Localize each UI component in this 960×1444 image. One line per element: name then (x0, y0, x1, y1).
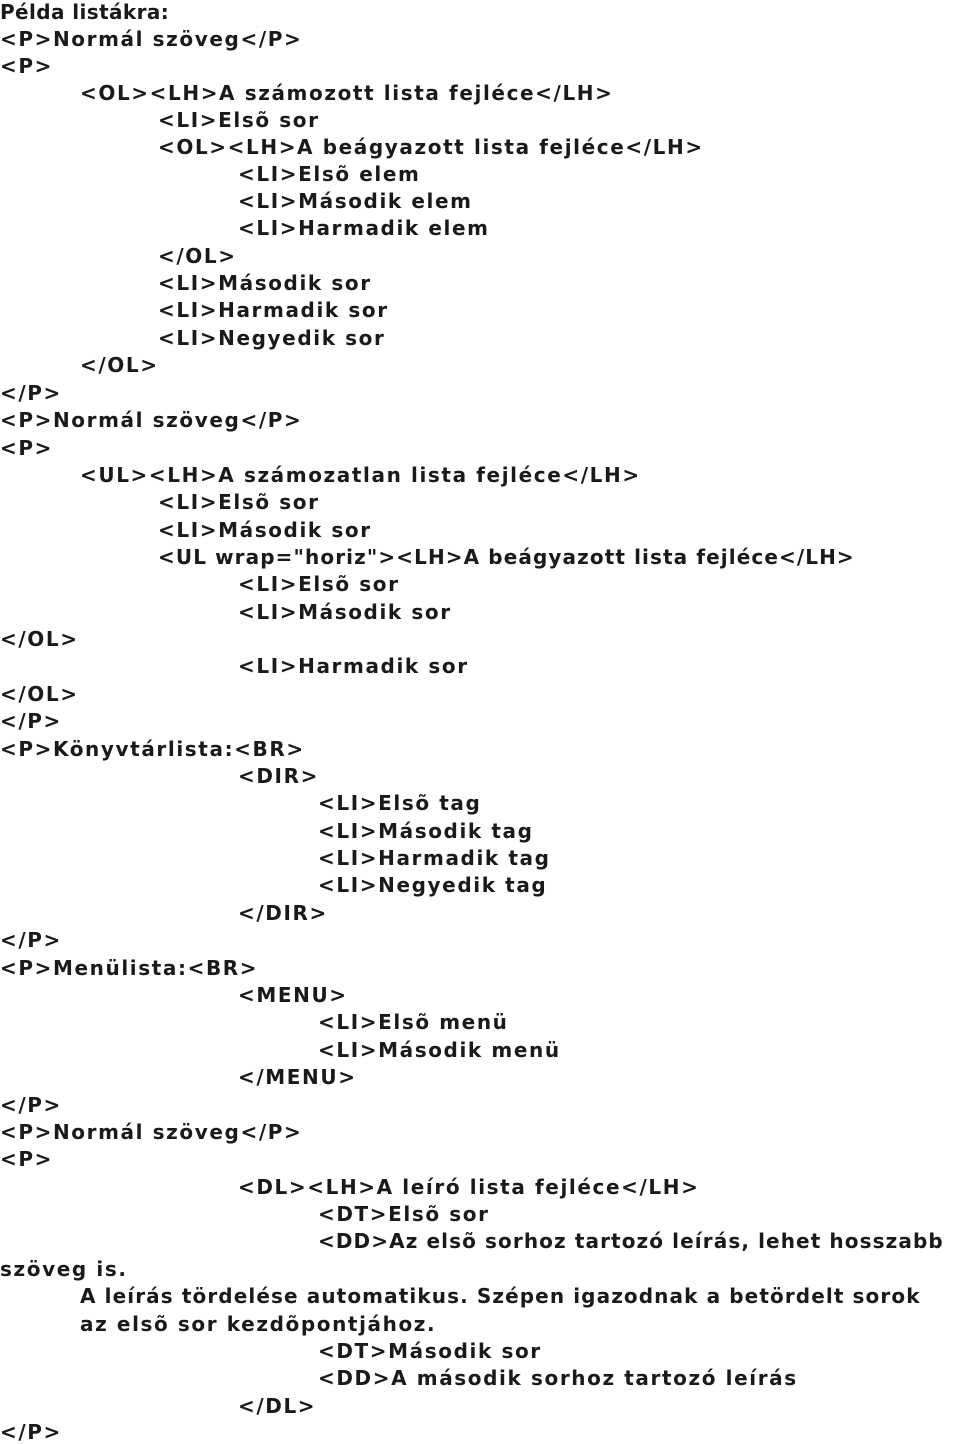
code-line: <LI>Negyedik tag (318, 873, 548, 897)
code-line: <LI>Második sor (238, 600, 452, 624)
code-line: <LI>Harmadik tag (318, 846, 551, 870)
code-line: </DIR> (238, 901, 328, 925)
code-line: </P> (0, 709, 62, 733)
code-line: <OL><LH>A számozott lista fejléce</LH> (80, 81, 614, 105)
code-line: <LI>Elsõ menü (318, 1010, 509, 1034)
code-line: <P> (0, 1147, 53, 1171)
code-line: </P> (0, 1420, 62, 1444)
code-line: <DL><LH>A leíró lista fejléce</LH> (238, 1175, 700, 1199)
code-line: <DT>Második sor (318, 1339, 542, 1363)
code-line: <LI>Harmadik sor (238, 654, 469, 678)
code-line: <DD>A második sorhoz tartozó leírás (318, 1366, 798, 1390)
code-line: <LI>Elsõ sor (238, 572, 400, 596)
document-title: Példa listákra: (0, 0, 170, 24)
code-line: <P>Normál szöveg</P> (0, 27, 303, 51)
code-line: <UL><LH>A számozatlan lista fejléce</LH> (80, 463, 641, 487)
code-line: <LI>Harmadik elem (238, 216, 490, 240)
code-line: <MENU> (238, 983, 348, 1007)
code-line: </OL> (158, 244, 237, 268)
code-line: <LI>Második menü (318, 1038, 561, 1062)
code-line: </P> (0, 1093, 62, 1117)
code-line: A leírás tördelése automatikus. Szépen igazodnak a betördelt sorok (80, 1284, 921, 1308)
code-line: <P>Menülista:<BR> (0, 956, 259, 980)
code-line: szöveg is. (0, 1257, 128, 1281)
code-line: <P> (0, 54, 53, 78)
code-line: <P>Normál szöveg</P> (0, 408, 303, 432)
code-line: az elsõ sor kezdõpontjához. (80, 1312, 437, 1336)
code-line: <DD>Az elsõ sorhoz tartozó leírás, lehet hosszabb (318, 1229, 944, 1253)
code-line: </P> (0, 381, 62, 405)
code-line: <LI>Harmadik sor (158, 298, 389, 322)
code-line: <DIR> (238, 764, 319, 788)
code-line: </OL> (0, 627, 79, 651)
code-line: <LI>Második sor (158, 518, 372, 542)
code-line: </P> (0, 928, 62, 952)
code-line: <P>Könyvtárlista:<BR> (0, 737, 305, 761)
code-line: <P>Normál szöveg</P> (0, 1120, 303, 1144)
code-line: </MENU> (238, 1065, 357, 1089)
code-line: <LI>Elsõ tag (318, 791, 482, 815)
code-line: <LI>Második sor (158, 271, 372, 295)
code-line: <LI>Elsõ sor (158, 108, 320, 132)
code-line: <LI>Második tag (318, 819, 534, 843)
code-line: <LI>Elsõ elem (238, 162, 421, 186)
code-line: <LI>Negyedik sor (158, 326, 386, 350)
code-line: <OL><LH>A beágyazott lista fejléce</LH> (158, 135, 704, 159)
code-line: <UL wrap="horiz"><LH>A beágyazott lista fejléce</LH> (158, 545, 855, 569)
code-line: <P> (0, 436, 53, 460)
code-line: <LI>Elsõ sor (158, 490, 320, 514)
code-line: </DL> (238, 1394, 317, 1418)
code-line: </OL> (0, 682, 79, 706)
code-line: <DT>Elsõ sor (318, 1202, 490, 1226)
code-line: </OL> (80, 353, 159, 377)
code-line: <LI>Második elem (238, 189, 473, 213)
